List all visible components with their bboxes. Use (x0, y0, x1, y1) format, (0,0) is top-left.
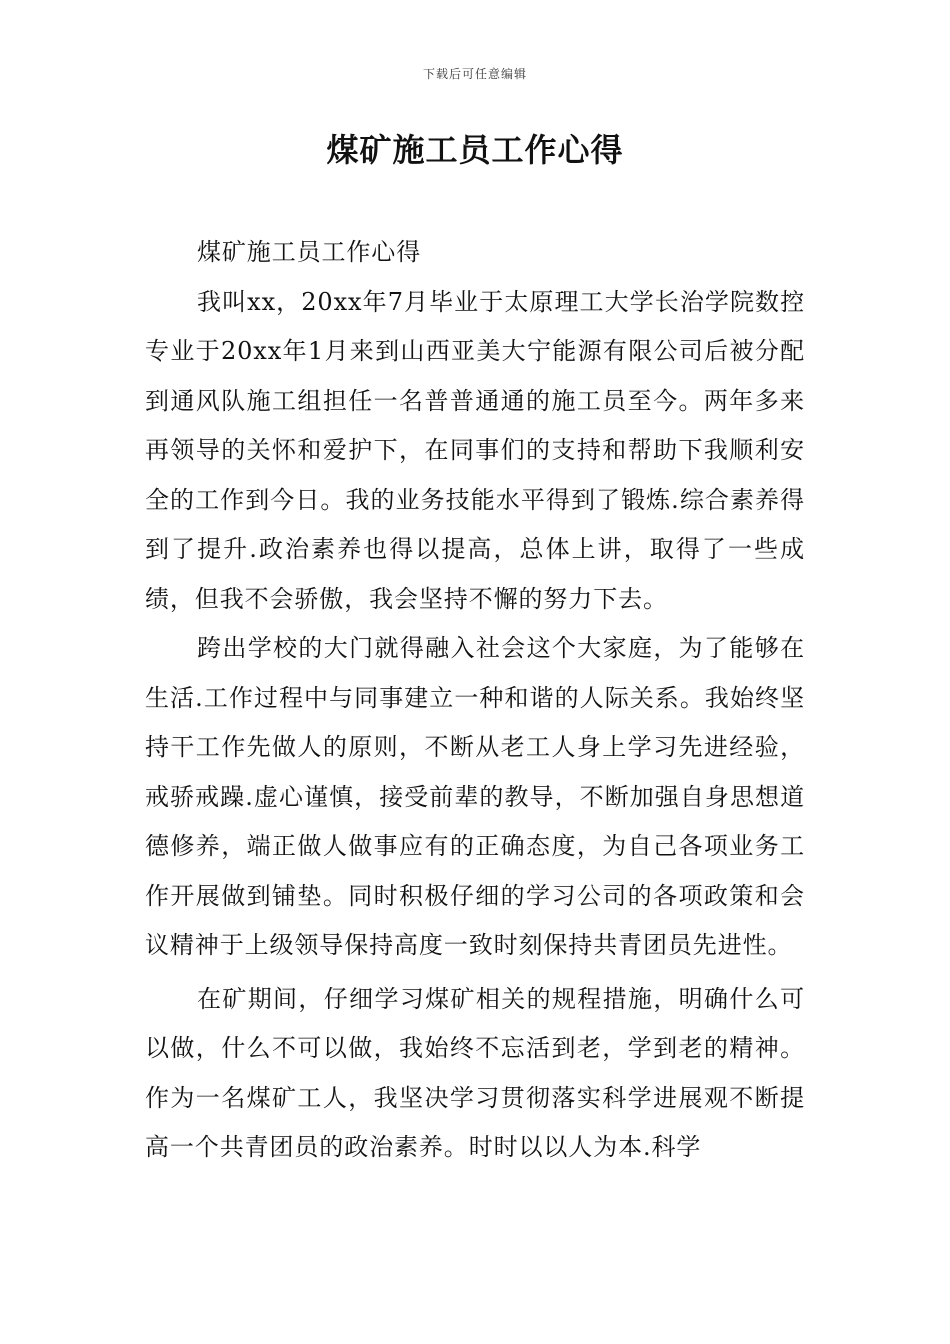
paragraph-workplace-relations: 跨出学校的大门就得融入社会这个大家庭，为了能够在生活.工作过程中与同事建立一种和谐的人际关系。我始终坚持干工作先做人的原则，不断从老工人身上学习先进经验，戒骄戒躁.虚心谨慎，接受前辈的教导，不断加强自身思想道德修养，端正做人做事应有的正确态度，为自己各项业务工作开展做到铺垫。同时积极仔细的学习公司的各项政策和会议精神于上级领导保持高度一致时刻保持共青团员先进性。 (145, 634, 805, 959)
document-body (145, 228, 805, 1173)
document-title: 煤矿施工员工作心得 (326, 131, 624, 169)
paragraph-subtitle: 煤矿施工员工作心得 (197, 238, 422, 266)
paragraph-introduction: 我叫xx，20xx年7月毕业于太原理工大学长治学院数控专业于20xx年1月来到山西亚美大宁能源有限公司后被分配到通风队施工组担任一名普普通通的施工员至今。两年多来再领导的关怀和爱护下，在同事们的支持和帮助下我顺利安全的工作到今日。我的业务技能水平得到了锻炼.综合素养得到了提升.政治素养也得以提高，总体上讲，取得了一些成绩，但我不会骄傲，我会坚持不懈的努力下去。 (145, 287, 805, 613)
paragraph-study-and-growth: 在矿期间，仔细学习煤矿相关的规程措施，明确什么可以做，什么不可以做，我始终不忘活到老，学到老的精神。作为一名煤矿工人，我坚决学习贯彻落实科学进展观不断提高一个共青团员的政治素养。时时以以人为本.科学 (145, 984, 805, 1161)
header-note: 下载后可任意编辑 (422, 67, 527, 81)
